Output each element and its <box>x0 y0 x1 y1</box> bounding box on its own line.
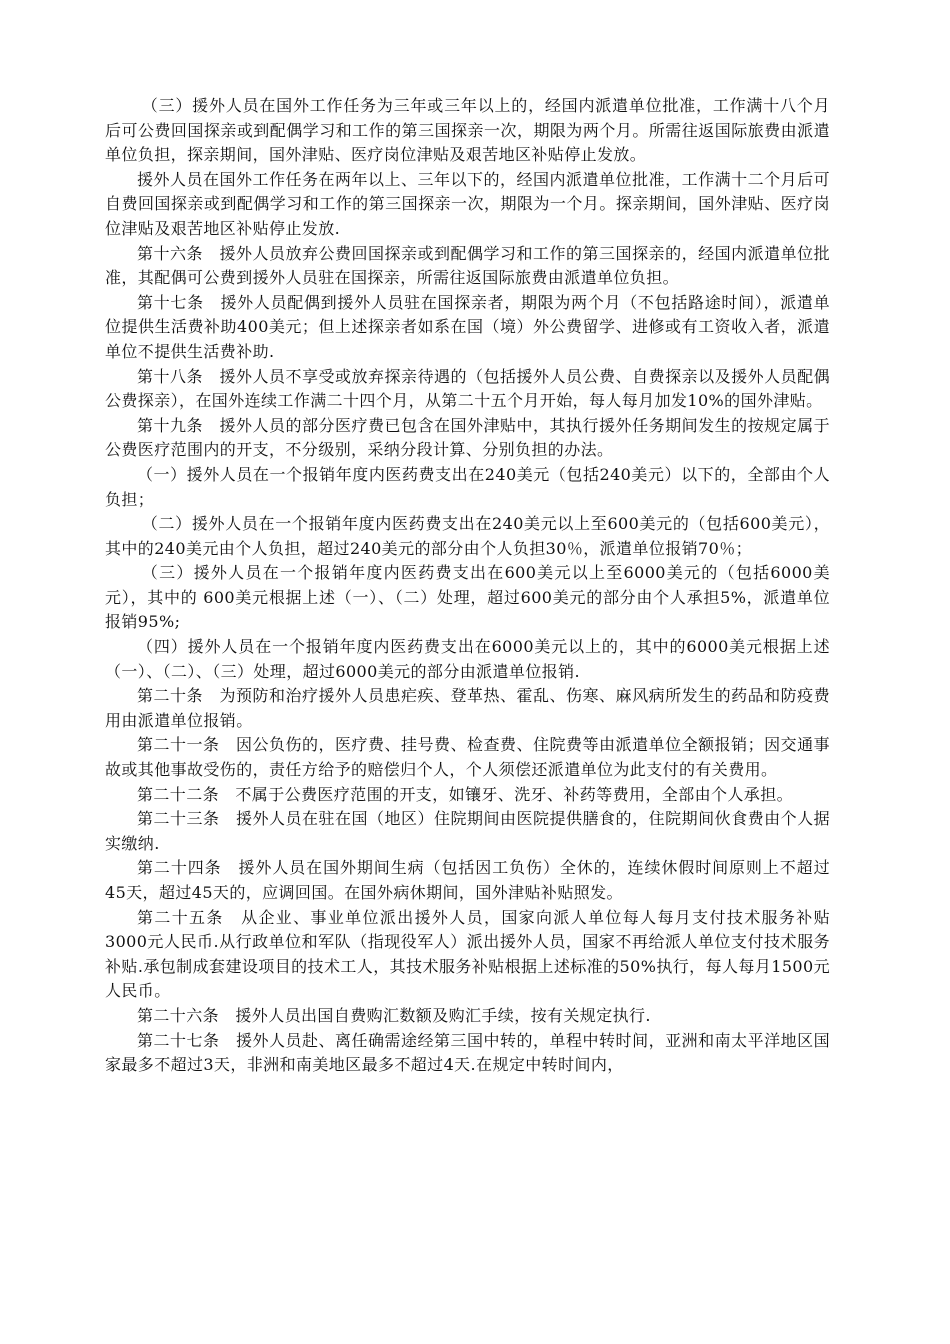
article-27: 第二十七条 援外人员赴、离任确需途经第三国中转的，单程中转时间，亚洲和南太平洋地区国家最多不超过3天，非洲和南美地区最多不超过4天.在规定中转时间内， <box>105 1030 830 1075</box>
paragraph-2: 援外人员在国外工作任务在两年以上、三年以下的，经国内派遣单位批准，工作满十二个月后可自费回国探亲或到配偶学习和工作的第三国探亲一次，期限为一个月。探亲期间，国外津贴、医疗岗位津贴及艰苦地区补贴停止发放. <box>105 169 830 238</box>
article-19: 第十九条 援外人员的部分医疗费已包含在国外津贴中，其执行援外任务期间发生的按规定属于公费医疗范围内的开支，不分级别，采纳分段计算、分别负担的办法。 <box>105 415 830 460</box>
article-23: 第二十三条 援外人员在驻在国（地区）住院期间由医院提供膳食的，住院期间伙食费由个人据实缴纳. <box>105 809 830 853</box>
article-19-item-1: （一）援外人员在一个报销年度内医药费支出在240美元（包括240美元）以下的，全部由个人负担； <box>105 464 830 509</box>
article-17: 第十七条 援外人员配偶到援外人员驻在国探亲者，期限为两个月（不包括路途时间），派遣单位提供生活费补助400美元；但上述探亲者如系在国（境）外公费留学、进修或有工资收入者，派遣单位不提供生活费补助. <box>105 292 830 361</box>
article-21: 第二十一条 因公负伤的，医疗费、挂号费、检查费、住院费等由派遣单位全额报销；因交通事故或其他事故受伤的，责任方给予的赔偿归个人，个人须偿还派遣单位为此支付的有关费用。 <box>105 735 830 780</box>
article-24: 第二十四条 援外人员在国外期间生病（包括因工负伤）全休的，连续休假时间原则上不超过45天，超过45天的，应调回国。在国外病休期间，国外津贴补贴照发。 <box>105 858 830 902</box>
article-22: 第二十二条 不属于公费医疗范围的开支，如镶牙、洗牙、补药等费用，全部由个人承担。 <box>137 784 794 804</box>
article-19-item-2: （二）援外人员在一个报销年度内医药费支出在240美元以上至600美元的（包括600美元），其中的240美元由个人负担，超过240美元的部分由个人负担30％，派遣单位报销70％； <box>105 514 830 558</box>
article-19-item-4: （四）援外人员在一个报销年度内医药费支出在6000美元以上的，其中的6000美元根据上述（一）、（二）、（三）处理，超过6000美元的部分由派遣单位报销. <box>105 637 830 681</box>
article-25: 第二十五条 从企业、事业单位派出援外人员，国家向派人单位每人每月支付技术服务补贴3000元人民币.从行政单位和军队（指现役军人）派出援外人员，国家不再给派人单位支付技术服务补贴.承包制成套建设项目的技术工人，其技术服务补贴根据上述标准的50%执行，每人每月1500元人民币。 <box>105 907 830 1001</box>
article-16: 第十六条 援外人员放弃公费回国探亲或到配偶学习和工作的第三国探亲的，经国内派遣单位批准，其配偶可公费到援外人员驻在国探亲，所需往返国际旅费由派遣单位负担。 <box>105 243 830 288</box>
paragraph-1: （三）援外人员在国外工作任务为三年或三年以上的，经国内派遣单位批准，工作满十八个月后可公费回国探亲或到配偶学习和工作的第三国探亲一次，期限为两个月。所需往返国际旅费由派遣单位负担，探亲期间，国外津贴、医疗岗位津贴及艰苦地区补贴停止发放。 <box>105 96 830 165</box>
article-26: 第二十六条 援外人员出国自费购汇数额及购汇手续，按有关规定执行. <box>137 1005 651 1025</box>
document-body <box>105 94 830 1078</box>
article-20: 第二十条 为预防和治疗援外人员患疟疾、登革热、霍乱、伤寒、麻风病所发生的药品和防疫费用由派遣单位报销。 <box>105 686 830 730</box>
article-18: 第十八条 援外人员不享受或放弃探亲待遇的（包括援外人员公费、自费探亲以及援外人员配偶公费探亲），在国外连续工作满二十四个月，从第二十五个月开始，每人每月加发10%的国外津贴。 <box>105 366 830 411</box>
article-19-item-3: （三）援外人员在一个报销年度内医药费支出在600美元以上至6000美元的（包括6000美元），其中的 600美元根据上述（一）、（二）处理，超过600美元的部分由个人承担5%，派遣单位报销95%; <box>105 563 830 632</box>
